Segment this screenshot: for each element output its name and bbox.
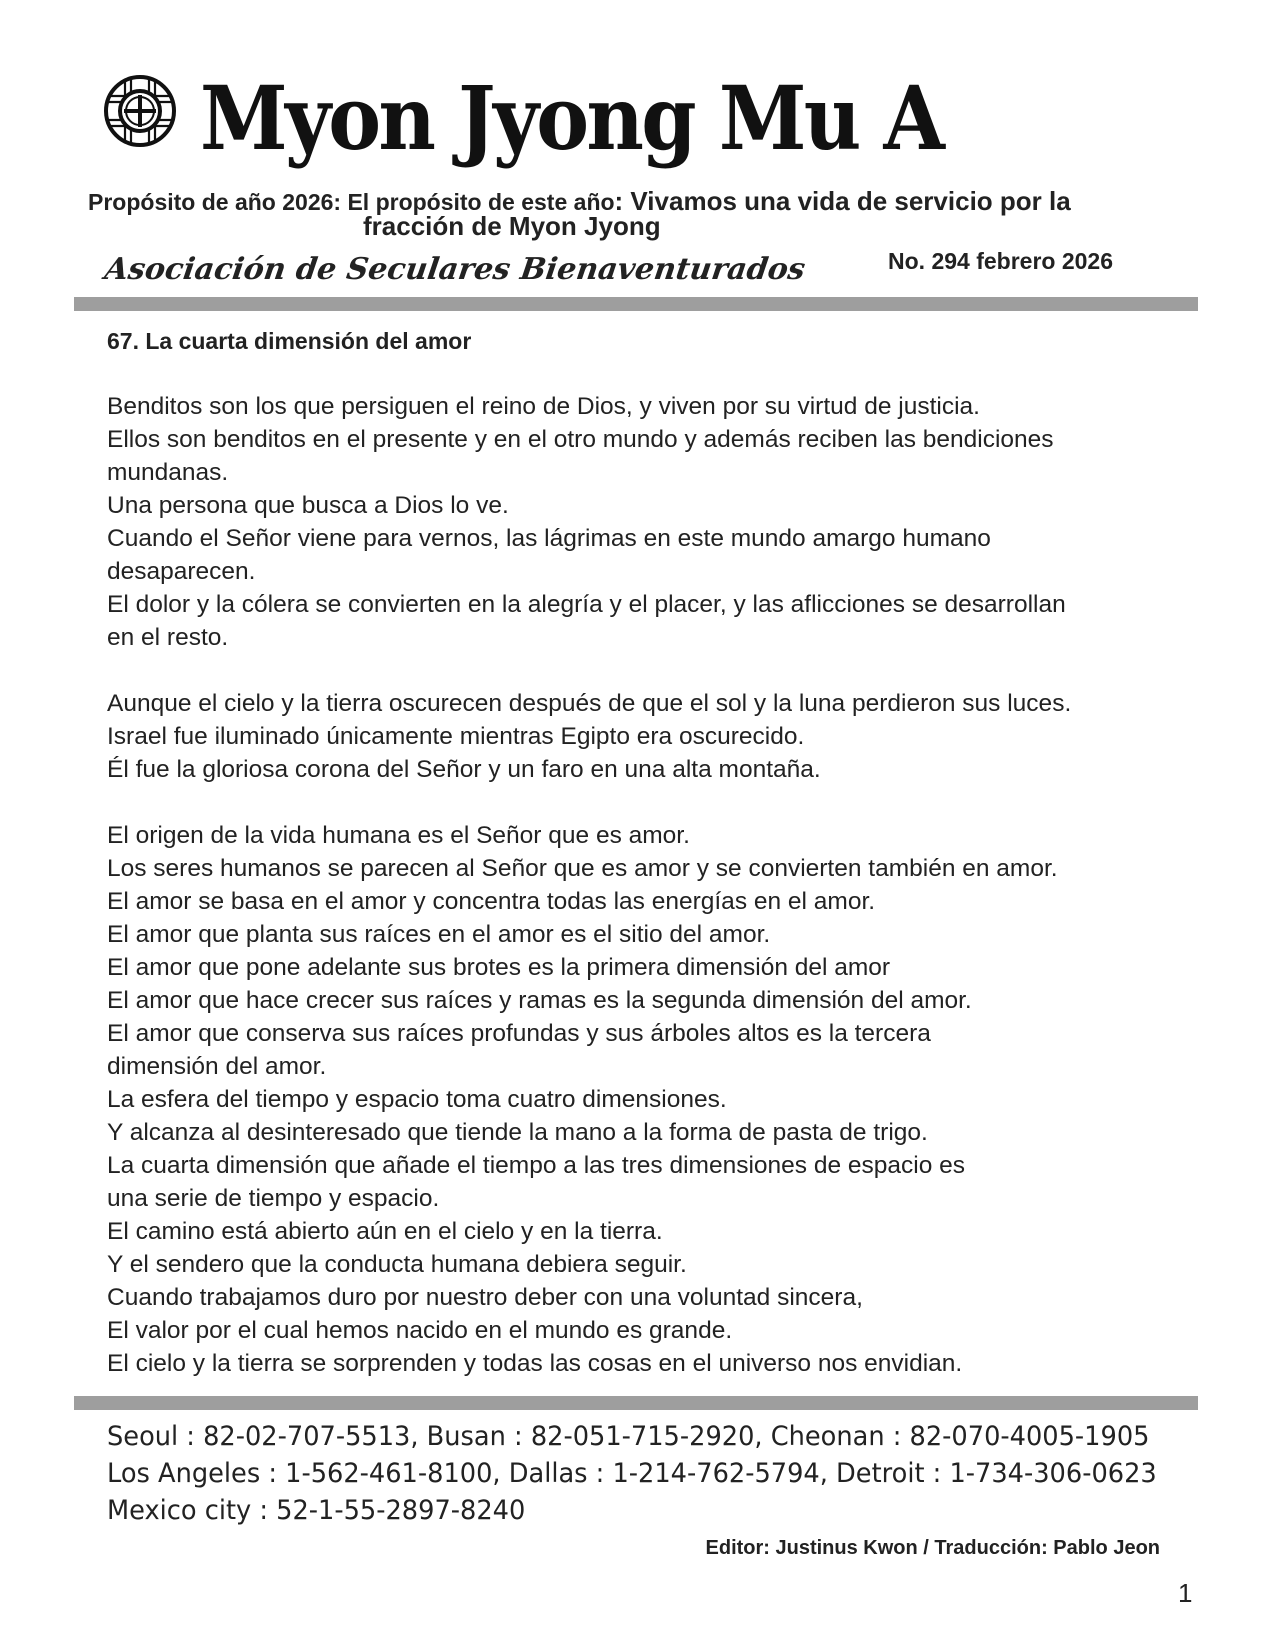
year-purpose: [88, 188, 1188, 240]
article-line: El origen de la vida humana es el Señor que es amor.: [107, 822, 690, 849]
circular-cross-emblem-icon: [103, 74, 177, 148]
article-line: Cuando trabajamos duro por nuestro deber con una voluntad sincera,: [107, 1284, 863, 1311]
article-line: Una persona que busca a Dios lo ve.: [107, 492, 509, 519]
article-line: Él fue la gloriosa corona del Señor y un faro en una alta montaña.: [107, 756, 821, 783]
article-line: La cuarta dimensión que añade el tiempo a las tres dimensiones de espacio es: [107, 1152, 966, 1179]
article-line: El amor que conserva sus raíces profundas y sus árboles altos es la tercera: [107, 1020, 931, 1047]
article-line: El dolor y la cólera se convierten en la alegría y el placer, y las aflicciones se desarrollan: [107, 591, 1066, 618]
newsletter-title: Myon Jyong Mu A: [200, 66, 943, 170]
article-line: El valor por el cual hemos nacido en el mundo es grande.: [107, 1317, 733, 1344]
article-line: Benditos son los que persiguen el reino de Dios, y viven por su virtud de justicia.: [107, 393, 980, 420]
purpose-text-1: : Vivamos una vida de servicio por la: [614, 186, 1071, 216]
article-line: Israel fue iluminado únicamente mientras Egipto era oscurecido.: [107, 723, 805, 750]
contact-line: Los Angeles : 1-562-461-8100, Dallas : 1-214-762-5794, Detroit : 1-734-306-0623: [107, 1458, 1157, 1489]
article-line: La esfera del tiempo y espacio toma cuatro dimensiones.: [107, 1086, 727, 1113]
article-line: Y el sendero que la conducta humana debiera seguir.: [107, 1251, 687, 1278]
article-line: El amor que pone adelante sus brotes es la primera dimensión del amor: [107, 954, 891, 981]
contact-line: Seoul : 82-02-707-5513, Busan : 82-051-715-2920, Cheonan : 82-070-4005-1905: [107, 1421, 1150, 1452]
paragraph-gap: [107, 786, 1187, 819]
article-line: mundanas.: [107, 459, 229, 486]
contact-list: [107, 1418, 1157, 1529]
association-name: Asociación de Seculares Bienaventurados: [102, 252, 808, 287]
issue-number: No. 294 febrero 2026: [888, 248, 1114, 274]
article-line: El amor que planta sus raíces en el amor es el sitio del amor.: [107, 921, 771, 948]
article-line: Y alcanza al desinteresado que tiende la mano a la forma de pasta de trigo.: [107, 1119, 928, 1146]
article-line: una serie de tiempo y espacio.: [107, 1185, 440, 1212]
article-line: El camino está abierto aún en el cielo y en la tierra.: [107, 1218, 663, 1245]
bottom-divider: [74, 1396, 1198, 1410]
paragraph-gap: [107, 654, 1187, 687]
article-line: desaparecen.: [107, 558, 256, 585]
article-line: El amor se basa en el amor y concentra todas las energías en el amor.: [107, 888, 876, 915]
article-line: El cielo y la tierra se sorprenden y todas las cosas en el universo nos envidian.: [107, 1350, 963, 1377]
article-line: Ellos son benditos en el presente y en el otro mundo y además reciben las bendiciones: [107, 426, 1054, 453]
article-line: Cuando el Señor viene para vernos, las lágrimas en este mundo amargo humano: [107, 525, 991, 552]
article-line: El amor que hace crecer sus raíces y ramas es la segunda dimensión del amor.: [107, 987, 972, 1014]
article-body: [107, 390, 1187, 1380]
page-number: 1: [1178, 1578, 1193, 1608]
article-line: en el resto.: [107, 624, 229, 651]
purpose-text-2: fracción de Myon Jyong: [363, 211, 661, 241]
article-heading: 67. La cuarta dimensión del amor: [107, 328, 472, 354]
purpose-label: Propósito de año 2026: El propósito de este año: [88, 189, 615, 215]
contact-line: Mexico city : 52-1-55-2897-8240: [107, 1495, 526, 1526]
article-line: Los seres humanos se parecen al Señor que es amor y se convierten también en amor.: [107, 855, 1058, 882]
editor-credit: Editor: Justinus Kwon / Traducción: Pablo Jeon: [705, 1537, 1160, 1559]
article-line: dimensión del amor.: [107, 1053, 327, 1080]
article-line: Aunque el cielo y la tierra oscurecen después de que el sol y la luna perdieron sus luces.: [107, 690, 1072, 717]
top-divider: [74, 297, 1198, 311]
